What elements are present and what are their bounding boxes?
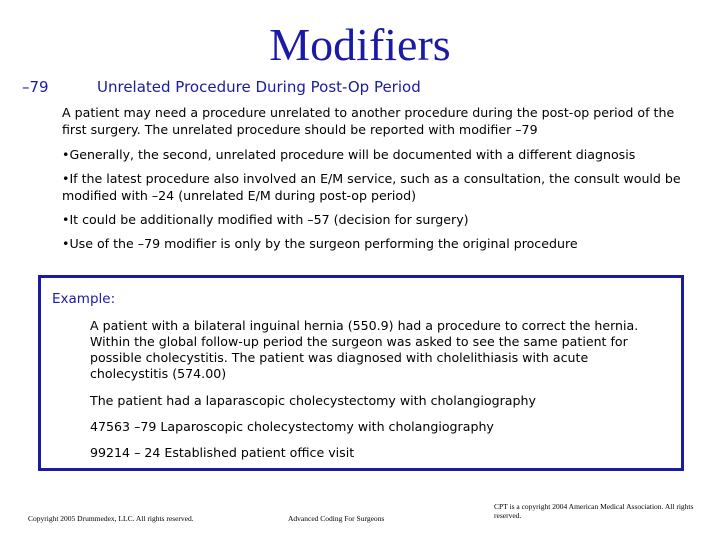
page-title: Modifiers: [269, 19, 451, 70]
intro-paragraph: A patient may need a procedure unrelated to another procedure during the post-op period of the first surgery. The unrelated procedure should be reported with modifier –79: [62, 105, 675, 137]
example-em-code-line: 99214 – 24 Established patient office visit: [90, 445, 355, 460]
footer-copyright: Copyright 2005 Drummedex, LLC. All rights reserved.: [28, 514, 194, 523]
modifier-code: –79: [22, 78, 49, 96]
footer-cpt-notice: CPT is a copyright 2004 American Medical Association. All rights reserved.: [494, 502, 694, 520]
bullet-item: • Use of the –79 modifier is only by the surgeon performing the original procedure: [62, 235, 707, 252]
example-paragraph: A patient with a bilateral inguinal hernia (550.9) had a procedure to correct the hernia. Within the global follow-up period the surgeon was asked to see the same patient for possible cholecystitis. The patient was diagnosed with cholelithiasis with acute cholecystitis (574.00): [90, 318, 639, 381]
footer-course-title: Advanced Coding For Surgeons: [288, 514, 385, 523]
bullet-item: • If the latest procedure also involved an E/M service, such as a consultation, the consult would be modified with –24 (unrelated E/M during post-op period): [62, 170, 707, 204]
bullet-item: • Generally, the second, unrelated procedure will be documented with a different diagnosis: [62, 146, 707, 163]
bullet-list: [62, 146, 707, 259]
example-label: Example:: [52, 291, 116, 307]
section-subtitle: Unrelated Procedure During Post-Op Period: [97, 78, 421, 96]
bullet-item: • It could be additionally modified with –57 (decision for surgery): [62, 211, 707, 228]
example-cpt-code-line: 47563 –79 Laparoscopic cholecystectomy with cholangiography: [90, 419, 494, 434]
example-procedure-line: The patient had a laparascopic cholecystectomy with cholangiography: [90, 393, 536, 408]
